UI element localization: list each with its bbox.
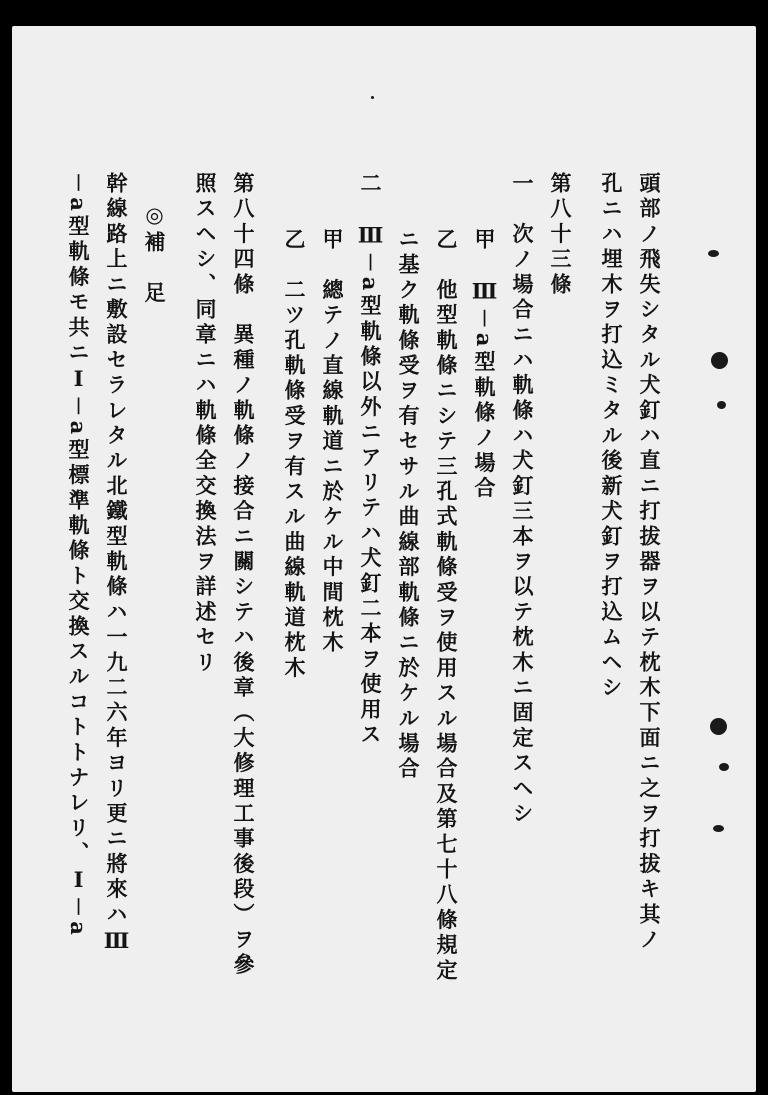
vertical-text-body [66, 172, 662, 1032]
supplement-heading: ◎補 足 [142, 202, 167, 307]
article-84-text: 第八十四條 異種ノ軌條ノ接合ニ關シテハ後章（大修理工事後段）ヲ參 [231, 172, 256, 979]
document-page [12, 26, 756, 1092]
text-column-7: ニ基ク軌條受ヲ有セサル曲線部軌條ニ於ケル場合 [396, 228, 421, 783]
text-column-6: 乙 他型軌條ニシテ三孔式軌條受ヲ使用スル場合及第七十八條規定 [434, 228, 459, 984]
text-column-14: 幹線路上ニ敷設セラレタル北鐵型軌條ハ一九二六年ヨリ更ニ將來ハⅢ [104, 172, 129, 958]
text-column-2: 孔ニハ埋木ヲ打込ミタル後新犬釘ヲ打込ムヘシ [599, 172, 624, 702]
text-column-12: 照スヘシ、同章ニハ軌條全交換法ヲ詳述セリ [193, 172, 218, 676]
article-83-heading: 第八十三條 [548, 172, 573, 298]
text-column-10: 乙 二ツ孔軌條受ヲ有スル曲線軌道枕木 [282, 228, 307, 682]
text-column-15: －a型軌條モ共ニⅠ－a型標準軌條ト交換スルコトトナレリ、Ⅰ－a [66, 172, 91, 940]
text-column-4: 一 次ノ場合ニハ軌條ハ犬釘三本ヲ以テ枕木ニ固定スヘシ [510, 172, 535, 828]
text-column-5: 甲 Ⅲ－a型軌條ノ場合 [472, 228, 497, 502]
text-column-8: 二 Ⅲ－a型軌條以外ニアリテハ犬釘二本ヲ使用ス [358, 172, 383, 749]
text-column-1: 頭部ノ飛失シタル犬釘ハ直ニ打拔器ヲ以テ枕木下面ニ之ヲ打拔キ其ノ [637, 172, 662, 954]
text-column-9: 甲 總テノ直線軌道ニ於ケル中間枕木 [320, 228, 345, 657]
